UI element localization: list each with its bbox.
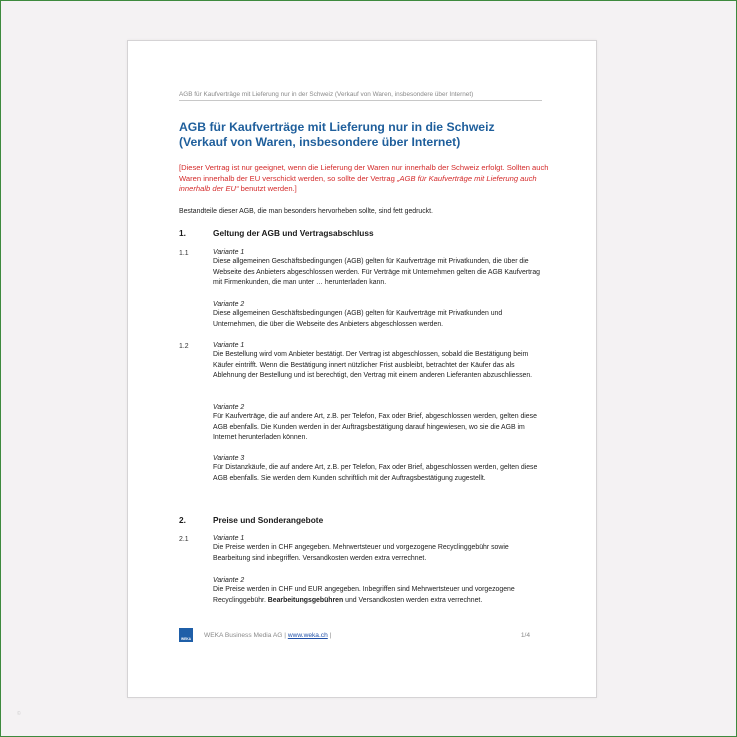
clause-number-2-1: 2.1 (179, 536, 189, 543)
clause-number-1-2: 1.2 (179, 343, 189, 350)
usage-note (179, 163, 551, 195)
section-title: Geltung der AGB und Vertragsabschluss (213, 228, 374, 238)
variant-label: Variante 2 (213, 404, 245, 411)
variant-text: Die Preise werden in CHF angegeben. Mehrwertsteuer und vorgezogene Recyclinggebühr sowie Bearbeitung sind inbegriffen. Versandkosten werden extra verrechnet. (213, 544, 509, 562)
variant-label: Variante 1 (213, 342, 245, 349)
clause-1-2-variant-1 (213, 341, 545, 382)
section-title: Preise und Sonderangebote (213, 515, 324, 525)
footer-separator: | (327, 632, 332, 639)
clause-number-1-1: 1.1 (179, 250, 189, 257)
document-page (127, 40, 597, 698)
page-number: 1/4 (520, 632, 530, 639)
intro-paragraph: Bestandteile dieser AGB, die man besonders hervorheben sollte, sind fett gedruckt. (179, 208, 433, 215)
variant-text: Diese allgemeinen Geschäftsbedingungen (AGB) gelten für Kaufverträge mit Privatkunden, die über die Webseite des Anbieters abgeschlossen werden. Für Verträge mit Unternehmen gelten die AGB Kaufvertrag mit Firmenkunden, die man unter … herunterladen kann. (213, 258, 540, 287)
variant-text: Diese allgemeinen Geschäftsbedingungen (AGB) gelten für Kaufverträge mit Privatkunden und Unternehmen, die über die Webseite des Anbieters abgeschlossen werden. (213, 310, 503, 328)
section-heading-1 (179, 228, 559, 238)
document-title (179, 120, 559, 150)
variant-text-bold: Bearbeitungsgebühren (267, 596, 344, 604)
section-number: 2. (179, 515, 186, 525)
variant-label: Variante 1 (213, 535, 245, 542)
title-line-2: (Verkauf von Waren, insbesondere über Internet) (179, 135, 461, 149)
clause-1-1-variant-1 (213, 248, 545, 289)
variant-label: Variante 3 (213, 455, 245, 462)
page-footer (179, 628, 542, 642)
variant-text: Für Kaufverträge, die auf andere Art, z.B. per Telefon, Fax oder Brief, abgeschlossen werden, gelten diese AGB ebenfalls. Die Kunden werden in der Auftragsbestätigung darauf hingewiesen, wo sie die AGB im Internet herunterladen können. (213, 413, 537, 442)
variant-label: Variante 1 (213, 249, 245, 256)
note-italic-reference: „AGB für Kaufverträge mit Lieferung auch innerhalb der EU“ (179, 173, 537, 194)
variant-text: Für Distanzkäufe, die auf andere Art, z.B. per Telefon, Fax oder Brief, abgeschlossen werden, gelten diese AGB ebenfalls. Sie werden dem Kunden schriftlich mit der Auftragsbestätigung zugestellt. (213, 464, 538, 482)
clause-1-2-variant-3 (213, 454, 545, 484)
variant-text: Die Bestellung wird vom Anbieter bestätigt. Der Vertrag ist abgeschlossen, sobald die Bestätigung beim Käufer eintrifft. Wenn die Bestätigung innert nützlicher Frist ausbleibt, betrachtet der Käufer das als Ablehnung der Bestellung und ist berechtigt, den Vertrag mit einem anderen Lieferanten abzuschliessen. (213, 351, 533, 380)
variant-text-end: und Versandkosten werden extra verrechnet. (343, 596, 483, 604)
company-name: WEKA Business Media AG | (204, 632, 288, 639)
variant-text (213, 585, 545, 606)
weka-logo (179, 628, 193, 642)
weka-website-link[interactable]: www.weka.ch (287, 632, 328, 639)
corner-watermark: © (17, 711, 21, 717)
logo-text: WEKA (180, 637, 192, 641)
section-heading-2 (179, 515, 559, 525)
variant-text-start: Die Preise werden in CHF und EUR angegeben. Inbegriffen sind Mehrwertsteuer und vorgezogene Recyclinggebühr. (213, 586, 515, 604)
title-line-1: AGB für Kaufverträge mit Lieferung nur in die Schweiz (179, 120, 495, 134)
clause-1-2-variant-2 (213, 403, 545, 444)
variant-label: Variante 2 (213, 577, 245, 584)
running-header: AGB für Kaufverträge mit Lieferung nur in der Schweiz (Verkauf von Waren, insbesondere über Internet) (179, 91, 542, 101)
footer-company (204, 632, 331, 639)
section-number: 1. (179, 228, 186, 238)
clause-1-1-variant-2 (213, 300, 545, 330)
note-text-end: benutzt werden.] (238, 184, 297, 194)
clause-2-1-variant-1 (213, 534, 545, 564)
clause-2-1-variant-2 (213, 576, 545, 606)
note-text: [Dieser Vertrag ist nur geeignet, wenn die Lieferung der Waren nur innerhalb der Schweiz erfolgt. Sollten auch Waren innerhalb der EU verschickt werden, so sollte der Vertrag (179, 163, 549, 183)
variant-label: Variante 2 (213, 301, 245, 308)
